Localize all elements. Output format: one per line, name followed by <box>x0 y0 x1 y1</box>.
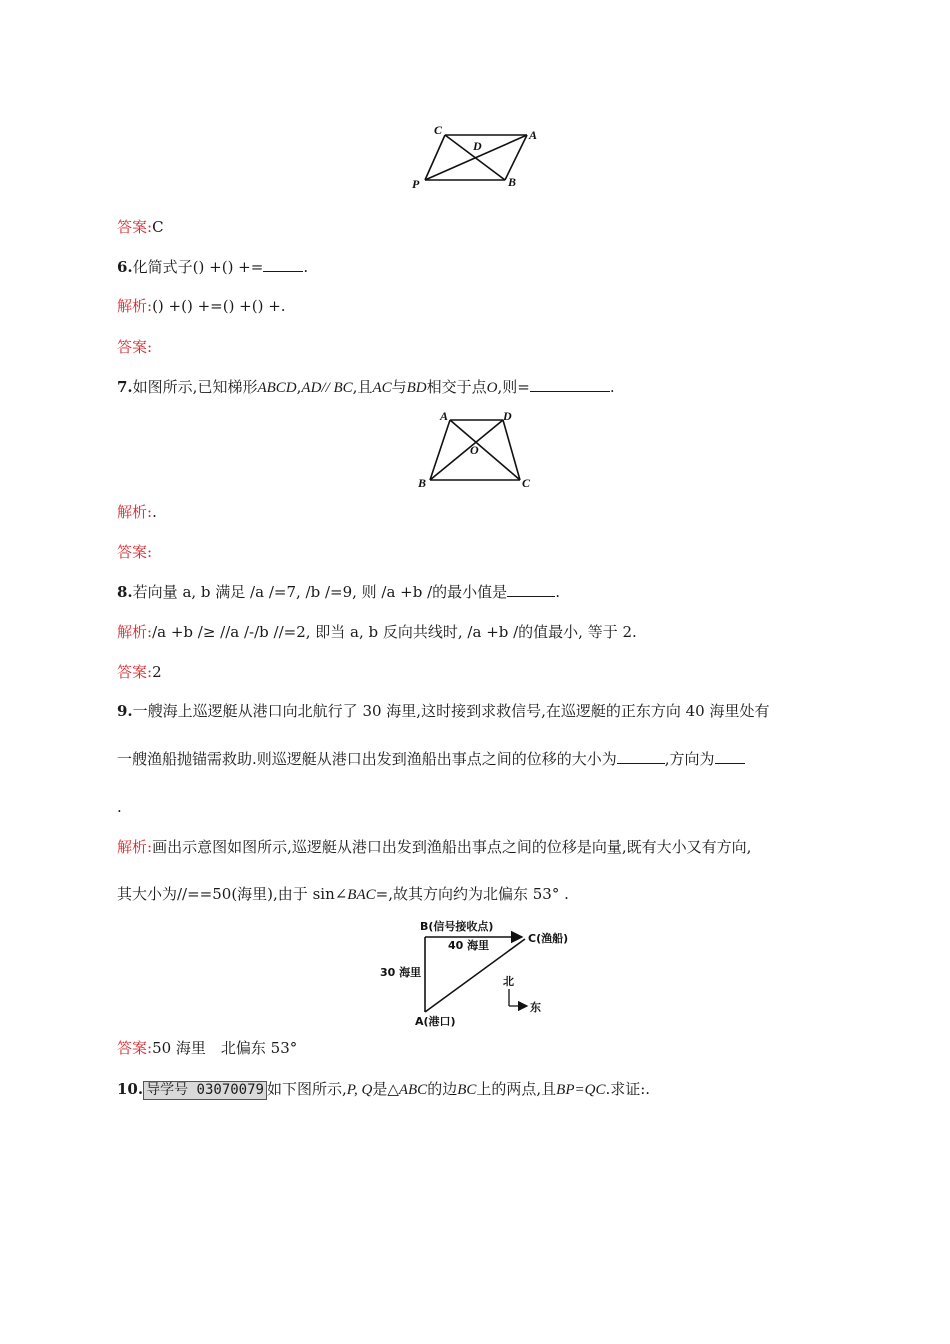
question-number: 8. <box>117 583 133 601</box>
answer-blank <box>507 582 555 597</box>
label-c: C <box>434 123 443 137</box>
analysis-7 <box>117 502 157 522</box>
answer-label: 答案: <box>117 338 153 356</box>
segment-bd: BD <box>406 380 427 396</box>
answer-blank <box>530 377 610 392</box>
separator: , <box>296 378 302 396</box>
question-text-then: ,则= <box>497 378 530 396</box>
answer-label: 答案: <box>117 218 153 236</box>
question-tail: .求证:. <box>605 1080 651 1098</box>
analysis-label: 解析: <box>117 838 153 856</box>
question-text-with: 与 <box>391 378 407 396</box>
analysis-label: 解析: <box>117 297 153 315</box>
label-30-nautical-miles: 30 海里 <box>380 966 422 979</box>
trapezoid-name: ABCD <box>257 380 297 396</box>
label-40-nautical-miles: 40 海里 <box>448 939 490 952</box>
answer-label: 答案: <box>117 543 153 561</box>
analysis-text: 其大小为//==50(海里),由于 sin∠ <box>117 885 348 903</box>
points-pq: P, Q <box>346 1082 373 1098</box>
label-b-signal-point: B(信号接收点) <box>420 920 494 933</box>
question-8 <box>117 582 560 602</box>
label-d: D <box>473 139 482 153</box>
equality-bp-qc: BP=QC <box>556 1082 606 1098</box>
answer-9 <box>117 1038 297 1058</box>
question-text-meet: 相交于点 <box>426 378 487 396</box>
side-bc: BC <box>457 1082 477 1098</box>
analysis-text: . <box>152 503 157 521</box>
question-text: 若向量 a, b 满足 /a /=7, /b /=9, 则 /a +b /的最小值是 <box>132 583 508 601</box>
figure-parallelogram <box>405 120 545 195</box>
analysis-text: /a +b /≥ //a /-/b //=2, 即当 a, b 反向共线时, /a +b /的值最小, 等于 2. <box>152 623 637 641</box>
point-o: O <box>486 380 498 396</box>
question-number: 10. <box>117 1080 144 1098</box>
analysis-text: () +() +=() +() +. <box>152 297 286 315</box>
parallel-condition: AD// BC <box>301 380 353 396</box>
question-text: 化简式子() +() += <box>132 258 264 276</box>
angle-bac: BAC <box>347 887 376 903</box>
answer-5 <box>117 217 164 237</box>
answer-value: 50 海里 北偏东 53° <box>152 1039 298 1057</box>
question-tail: . <box>303 258 309 276</box>
label-o: O <box>470 443 479 457</box>
question-10 <box>117 1079 650 1100</box>
question-text-mid: ,且 <box>352 378 373 396</box>
guide-number-tag[interactable]: 导学号 03070079 <box>143 1081 267 1100</box>
question-text: 如图所示,已知梯形 <box>132 378 258 396</box>
analysis-8 <box>117 622 637 642</box>
answer-6 <box>117 337 152 357</box>
label-a: A <box>440 409 449 423</box>
question-7 <box>117 377 615 398</box>
figure-navigation-diagram <box>378 915 578 1033</box>
analysis-9-line-1 <box>117 837 751 857</box>
question-9-line-2 <box>117 749 745 769</box>
label-east: 东 <box>530 1001 541 1014</box>
answer-8 <box>117 662 162 682</box>
label-c-fishing-boat: C(渔船) <box>528 932 569 945</box>
question-tail: . <box>117 798 122 816</box>
label-a: A <box>529 128 538 142</box>
question-6 <box>117 257 308 277</box>
question-tail: . <box>555 583 560 601</box>
answer-blank-direction <box>715 749 745 764</box>
triangle-abc: ABC <box>398 1082 428 1098</box>
figure-trapezoid <box>410 405 540 495</box>
label-b: B <box>508 175 517 189</box>
analysis-label: 解析: <box>117 623 153 641</box>
question-tail: . <box>609 378 615 396</box>
label-a-port: A(港口) <box>415 1015 456 1028</box>
answer-label: 答案: <box>117 1039 153 1057</box>
question-9-line-3 <box>117 797 122 817</box>
label-b: B <box>418 476 427 490</box>
label-north: 北 <box>503 975 514 988</box>
answer-label: 答案: <box>117 663 153 681</box>
answer-blank-magnitude <box>617 749 665 764</box>
analysis-text: 画出示意图如图所示,巡逻艇从港口出发到渔船出事点之间的位移是向量,既有大小又有方向, <box>152 838 752 856</box>
question-number: 6. <box>117 258 133 276</box>
answer-value: 2 <box>152 663 162 681</box>
question-text: 一艘渔船抛锚需救助.则巡逻艇从港口出发到渔船出事点之间的位移的大小为 <box>117 750 617 768</box>
answer-value: C <box>152 218 164 236</box>
analysis-label: 解析: <box>117 503 153 521</box>
analysis-9-line-2 <box>117 884 569 905</box>
label-d: D <box>503 409 512 423</box>
analysis-text-tail: =,故其方向约为北偏东 53° . <box>375 885 569 903</box>
question-number: 9. <box>117 702 133 720</box>
question-text: 如下图所示, <box>266 1080 347 1098</box>
question-text-mid2: 上的两点,且 <box>476 1080 557 1098</box>
question-number: 7. <box>117 378 133 396</box>
segment-ac: AC <box>372 380 392 396</box>
label-c: C <box>522 476 531 490</box>
analysis-6 <box>117 296 286 316</box>
answer-7 <box>117 542 152 562</box>
question-9-line-1 <box>117 701 769 721</box>
answer-blank <box>263 257 303 272</box>
question-text: 一艘海上巡逻艇从港口向北航行了 30 海里,这时接到求救信号,在巡逻艇的正东方向 40 海里处有 <box>132 702 770 720</box>
question-text-mid: 是△ <box>372 1080 399 1098</box>
question-text-edge: 的边 <box>427 1080 458 1098</box>
label-p: P <box>412 177 420 191</box>
question-text-direction: ,方向为 <box>664 750 715 768</box>
